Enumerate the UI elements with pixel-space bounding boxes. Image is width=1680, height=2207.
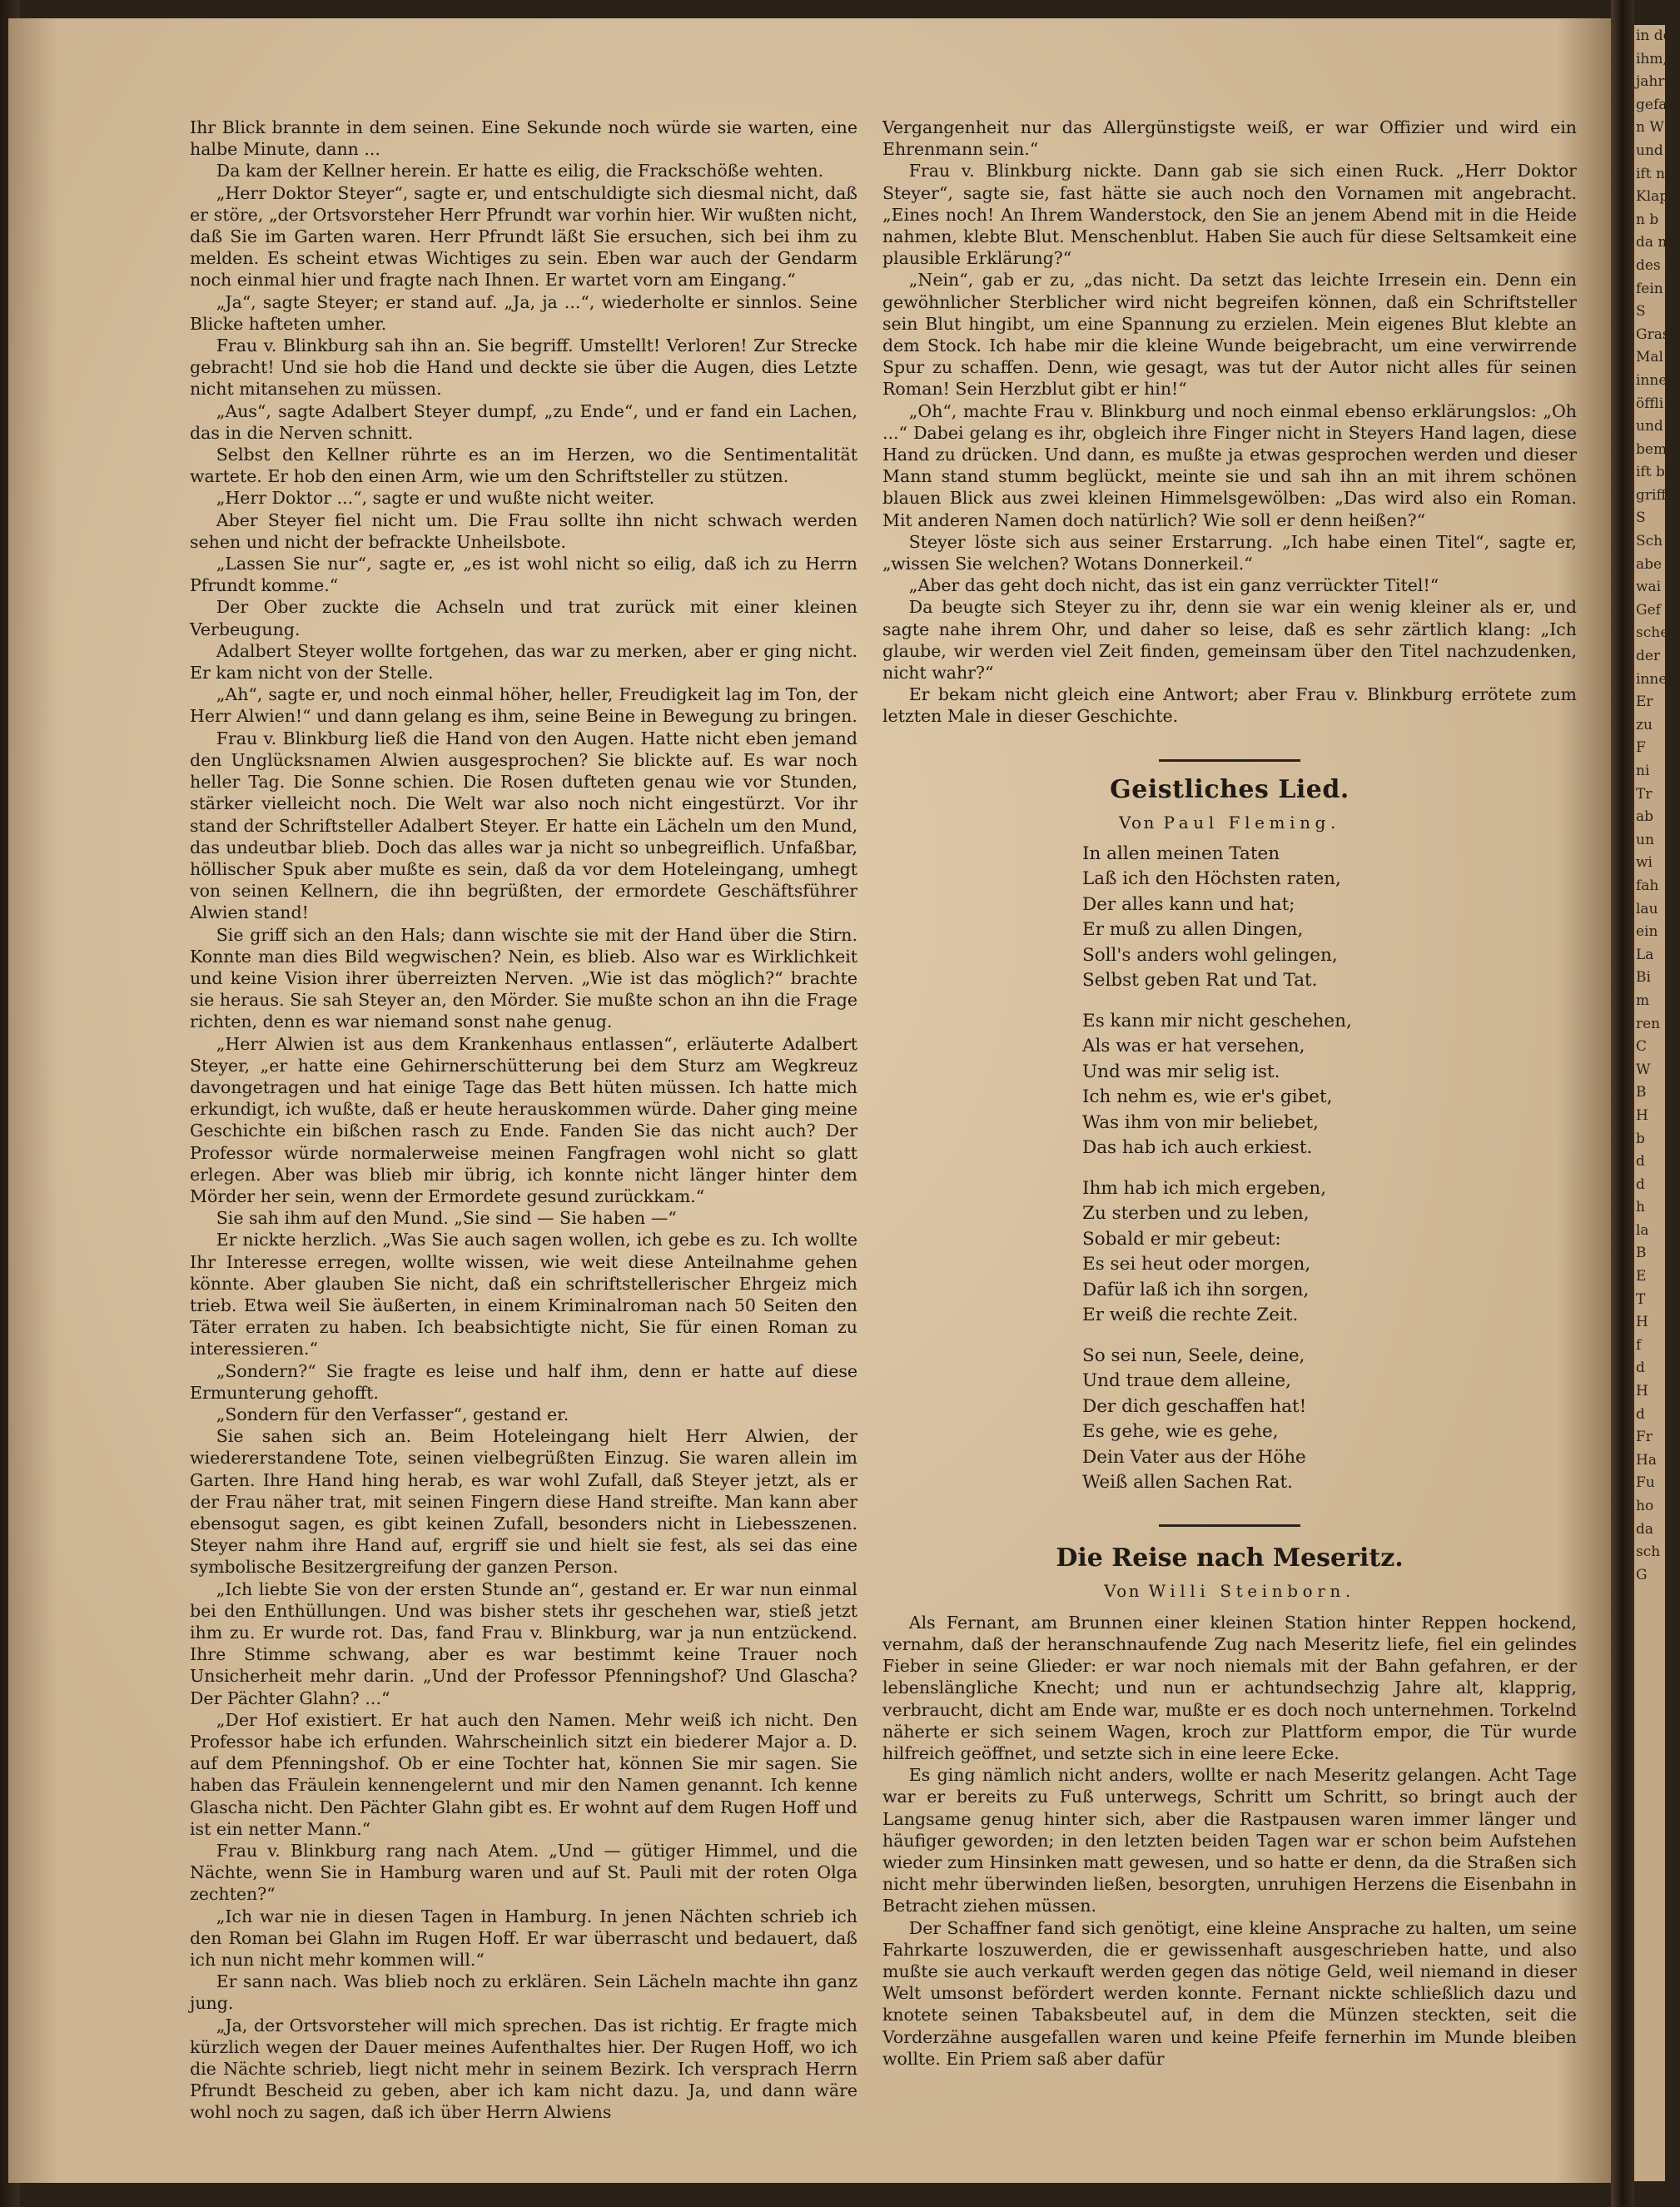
paragraph: „Ich liebte Sie von der ersten Stunde an“, gestand er. Er war nun einmal bei den Enthüllungen. Und was bisher stets ihr geschehen war, stieß jetzt ihm zu. Er wurde rot. Das, fand Frau v. Blinkburg, war ja nun entzückend. Ihre Stimme schwang, aber es war bestimmt keine Trauer noch Unsicherheit mehr darin. „Und der Professor Pfenningshof? Und Glascha? Der Pächter Glahn? ...“ — [190, 1578, 857, 1708]
adjacent-page-fragment: m — [1636, 992, 1650, 1009]
poem-line: Er weiß die rechte Zeit. — [1082, 1305, 1299, 1326]
poem-stanza — [1082, 1344, 1407, 1496]
paragraph: Adalbert Steyer wollte fortgehen, das war zu merken, aber er ging nicht. Er kam nicht von der Stelle. — [190, 640, 857, 683]
paragraph: „Nein“, gab er zu, „das nicht. Da setzt das leichte Irresein ein. Denn ein gewöhnlicher Sterblicher wird nicht begreifen können, daß ein Schriftsteller sein Blut hingibt, um eine Spannung zu erzielen. Mein eigenes Blut klebte an dem Stock. Ich habe mir die kleine Wunde beigebracht, um eine verwirrende Spur zu schaffen. Denn, wie gesagt, was tut der Autor nicht alles für seinen Roman! Sein Herzblut gibt er hin!“ — [882, 270, 1577, 400]
adjacent-page-fragment: H — [1636, 1383, 1648, 1400]
adjacent-page-fragment: b — [1636, 1130, 1645, 1147]
adjacent-page-fragment: sche — [1636, 624, 1669, 642]
paragraph: „Sondern für den Verfasser“, gestand er. — [216, 1404, 569, 1424]
adjacent-page-fragment: griff — [1636, 486, 1667, 504]
paragraph: Vergangenheit nur das Allergünstigste weiß, er war Offizier und wird ein Ehrenmann sein.“ — [882, 117, 1577, 160]
poem-line: Dafür laß ich ihn sorgen, — [1082, 1279, 1310, 1300]
adjacent-page-fragment: Fu — [1636, 1474, 1655, 1492]
paragraph: „Aber das geht doch nicht, das ist ein ganz verrückter Titel!“ — [908, 575, 1439, 596]
poem-line: Ich nehm es, wie er's gibet, — [1082, 1086, 1333, 1108]
adjacent-page-fragment: ihm, — [1636, 50, 1668, 67]
adjacent-page-fragment: H — [1636, 1314, 1648, 1331]
adjacent-page-fragment: F — [1636, 739, 1646, 757]
adjacent-page-fragment: und — [1636, 142, 1663, 159]
paragraph: Ihr Blick brannte in dem seinen. Eine Sekunde noch würde sie warten, eine halbe Minute, dann ... — [190, 117, 857, 160]
paragraph: Er sann nach. Was blieb noch zu erklären. Sein Lächeln machte ihn ganz jung. — [190, 1971, 857, 2014]
paragraph: „Aus“, sagte Adalbert Steyer dumpf, „zu Ende“, und er fand ein Lachen, das in die Nerven schnitt. — [190, 400, 857, 443]
adjacent-page-fragment: T — [1636, 1290, 1646, 1308]
poem-line: Und traue dem alleine, — [1082, 1370, 1291, 1392]
paragraph: Frau v. Blinkburg nickte. Dann gab sie sich einen Ruck. „Herr Doktor Steyer“, sagte sie, fast hätte sie auch noch den Vornamen mit angebracht. „Eines noch! An Ihrem Wanderstock, den Sie an jenem Abend mit in die Heide nahmen, klebte Blut. Menschenblut. Haben Sie auch für diese Seltsamkeit eine plausible Erklärung?“ — [882, 161, 1577, 269]
adjacent-page-fragment: da — [1636, 1520, 1654, 1538]
adjacent-page-fragment: bem — [1636, 440, 1668, 458]
paragraph: „Der Hof existiert. Er hat auch den Namen. Mehr weiß ich nicht. Den Professor habe ich erfunden. Wahrscheinlich sitzt ein biederer Major a. D. auf dem Pfenningshof. Ob er eine Tochter hat, können Sie mir sagen. Sie haben das Fräulein kennengelernt und mir den Namen genannt. Ich kenne Glascha nicht. Den Pächter Glahn gibt es. Er wohnt auf dem Rugen Hoff und ist ein netter Mann.“ — [190, 1709, 857, 1839]
section-divider — [1159, 759, 1300, 762]
adjacent-page-fragment: f — [1636, 1336, 1642, 1354]
adjacent-page-fragment: Klapp — [1636, 188, 1678, 206]
poem-line: Er muß zu allen Dingen, — [1082, 919, 1304, 941]
adjacent-page-fragment: H — [1636, 1106, 1648, 1124]
adjacent-page-fragment: jahr — [1636, 73, 1665, 91]
poem-byline — [882, 810, 1577, 835]
poem-line: Zu sterben und zu leben, — [1082, 1203, 1310, 1225]
adjacent-page-fragment: B — [1636, 1084, 1647, 1101]
paragraph: Er bekam nicht gleich eine Antwort; aber Frau v. Blinkburg errötete zum letzten Male in dieser Geschichte. — [882, 684, 1577, 727]
adjacent-page-fragment: abe — [1636, 555, 1663, 573]
adjacent-page-fragment: La — [1636, 946, 1654, 963]
poem-title: Geistliches Lied. — [1110, 774, 1349, 804]
paragraph: „Oh“, machte Frau v. Blinkburg und noch einmal ebenso erklärungslos: „Oh ...“ Dabei gelang es ihr, obgleich ihre Finger nicht in Steyers Hand lagen, diese Hand zu drücken. Und dann, es mußte ja etwas gesprochen werden und dieser Mann stand stumm beglückt, meinte sie und sah ihn an mit ihrem schönen blauen Blick aus zwei kleinen Himmelsgewölben: „Das wird also ein Roman. Mit anderen Namen doch natürlich? Wie soll er denn heißen?“ — [882, 400, 1577, 530]
adjacent-page-fragment: G — [1636, 1566, 1648, 1583]
adjacent-page-fragment: Gras — [1636, 326, 1670, 343]
poem-line: Laß ich den Höchsten raten, — [1082, 868, 1341, 890]
paragraph: Selbst den Kellner rührte es an im Herzen, wo die Sentimentalität wartete. Er hob den einen Arm, wie um den Schriftsteller zu stützen. — [190, 445, 857, 487]
poem-line: Soll's anders wohl gelingen, — [1082, 944, 1338, 966]
adjacent-page-fragment: h — [1636, 1199, 1645, 1216]
adjacent-page-fragment: ab — [1636, 808, 1654, 826]
story-title: Die Reise nach Meseritz. — [1056, 1543, 1404, 1573]
poem-line: Als was er hat versehen, — [1082, 1036, 1305, 1057]
paragraph: Der Ober zuckte die Achseln und trat zurück mit einer kleinen Verbeugung. — [190, 597, 857, 639]
adjacent-page-fragment: C — [1636, 1038, 1648, 1056]
paragraph: Steyer löste sich aus seiner Erstarrung. „Ich habe einen Titel“, sagte er, „wissen Sie welchen? Wotans Donnerkeil.“ — [882, 531, 1577, 574]
left-column — [190, 117, 857, 2124]
adjacent-page-fragment: öffli — [1636, 395, 1664, 412]
adjacent-page-fragment: Fr — [1636, 1429, 1653, 1446]
adjacent-page-fragment: B — [1636, 1245, 1647, 1262]
paragraph: Der Schaffner fand sich genötigt, eine kleine Ansprache zu halten, um seine Fahrkarte loszuwerden, die er gewissenhaft ausgeschrieben hatte, und also mußte sie auch verkauft werden gegen das nötige Geld, weil niemand in dieser Welt umsonst befördert werden konnte. Fernant nickte schließlich dazu und knotete seinen Tabaksbeutel auf, in dem die Münzen steckten, seit die Vorderzähne ausgefallen waren und keine Pfeife fernerhin im Munde bleiben wollte. Ein Priem saß aber dafür — [882, 1917, 1577, 2069]
adjacent-page-fragment: in de — [1636, 27, 1672, 44]
adjacent-page-fragment: n W — [1636, 119, 1664, 137]
poem-line: In allen meinen Taten — [1082, 843, 1280, 864]
poem-line: Dein Vater aus der Höhe — [1082, 1446, 1306, 1468]
adjacent-page-fragment: d — [1636, 1359, 1645, 1377]
poem-line: Selbst geben Rat und Tat. — [1082, 970, 1318, 992]
adjacent-page-fragment: da m — [1636, 234, 1672, 251]
poem-line: So sei nun, Seele, deine, — [1082, 1345, 1305, 1366]
page-gutter — [1611, 0, 1634, 2207]
adjacent-page-fragment: Bi — [1636, 969, 1651, 987]
adjacent-page-fragment: des W — [1636, 256, 1680, 274]
poem-line: Ihm hab ich mich ergeben, — [1082, 1177, 1327, 1199]
adjacent-page-fragment: S — [1636, 509, 1646, 527]
poem-text — [1082, 842, 1407, 1511]
paragraph: Frau v. Blinkburg sah ihn an. Sie begriff. Umstellt! Verloren! Zur Strecke gebracht! Und sie hob die Hand und deckte sie über die Augen, dies Letzte nicht mitansehen zu müssen. — [190, 336, 857, 400]
paragraph: Frau v. Blinkburg rang nach Atem. „Und — gütiger Himmel, und die Nächte, wenn Sie in Hamburg waren und auf St. Pauli mit der roten Olga zechten?“ — [190, 1841, 857, 1905]
adjacent-page-fragment: un — [1636, 831, 1654, 848]
paragraph: Da beugte sich Steyer zu ihr, denn sie war ein wenig kleiner als er, und sagte nahe ihrem Ohr, und daher so leise, daß es sehr zärtlich klang: „Ich glaube, wir werden viel Zeit finden, gemeinsam über den Titel nachzudenken, nicht wahr?“ — [882, 597, 1577, 683]
adjacent-page-fragment: der — [1636, 648, 1661, 665]
paragraph: „Ich war nie in diesen Tagen in Hamburg. In jenen Nächten schrieb ich den Roman bei Glahn im Rugen Hoff. Er war überrascht und bedauert, daß ich nun nicht mehr kommen will.“ — [190, 1906, 857, 1971]
adjacent-page-fragment: und — [1636, 418, 1663, 435]
paragraph: Sie griff sich an den Hals; dann wischte sie mit der Hand über die Stirn. Konnte man dies Bild wegwischen? Nein, es blieb. Also war es Wirklichkeit und keine Vision ihrer überreizten Nerven. „Wie ist das möglich?“ brachte sie heraus. Sie sah Steyer an, den Mörder. Sie mußte schon an ihn die Frage richten, denn es war niemand sonst nahe genug. — [190, 924, 857, 1032]
paragraph: „Ah“, sagte er, und noch einmal höher, heller, Freudigkeit lag im Ton, der Herr Alwien!“ und dann gelang es ihm, seine Beine in Bewegung zu bringen. — [190, 684, 857, 727]
story-author: Willi Steinborn. — [1148, 1580, 1355, 1601]
paragraph: „Ja“, sagte Steyer; er stand auf. „Ja, ja ...“, wiederholte er sinnlos. Seine Blicke hafteten umher. — [190, 291, 857, 334]
right-column — [882, 117, 1577, 2070]
paragraph: Aber Steyer fiel nicht um. Die Frau sollte ihn nicht schwach werden sehen und nicht der befrackte Unheilsbote. — [190, 509, 857, 552]
adjacent-page-fragment: d — [1636, 1176, 1645, 1193]
paragraph: Als Fernant, am Brunnen einer kleinen Station hinter Reppen hockend, vernahm, daß der heranschnaufende Zug nach Meseritz liefe, fiel ein gelindes Fieber in seine Glieder: er war noch niemals mit der Bahn gefahren, er der lebenslängliche Knecht; und nun er achtundsechzig Jahre alt, klapprig, verbraucht, dicht am Ende war, mußte er es doch noch unternehmen. Torkelnd näherte er sich seinem Wagen, kroch zur Plattform empor, die Tür wurde hilfreich geöffnet, und setzte sich in eine leere Ecke. — [882, 1612, 1577, 1763]
adjacent-page-fragment: ni — [1636, 763, 1650, 779]
poem-line: Der alles kann und hat; — [1082, 893, 1295, 915]
adjacent-page-fragment: Ha — [1636, 1451, 1657, 1469]
adjacent-page-fragment: inne — [1636, 670, 1668, 688]
paragraph: Frau v. Blinkburg ließ die Hand von den Augen. Hatte nicht eben jemand den Unglücksnamen Alwien ausgesprochen? Sie blickte auf. Es war noch heller Tag. Die Sonne schien. Die Rosen dufteten genau wie vor Stunden, stärker vielleicht noch. Die Welt war also noch nicht eingestürzt. Vor ihr stand der Schriftsteller Adalbert Steyer. Er hatte ein Lächeln um den Mund, das undeutbar blieb. Doch das alles war ja nicht so unbegreiflich. Unfaßbar, höllischer Spuk aber mußte es sein, daß da vor dem Hoteleingang, umhegt von seinen Kellnern, die ihn begrüßten, der ermordete Geschäftsführer Alwien stand! — [190, 728, 857, 923]
adjacent-page-fragment: la — [1636, 1221, 1649, 1239]
paragraph: „Sondern?“ Sie fragte es leise und half ihm, denn er hatte auf diese Ermunterung gehofft. — [190, 1360, 857, 1403]
adjacent-page-fragment: fah — [1636, 877, 1659, 894]
poem-section — [882, 759, 1577, 1511]
adjacent-page-fragment: Mal — [1636, 349, 1663, 366]
poem-line: Sobald er mir gebeut: — [1082, 1228, 1281, 1250]
adjacent-page-fragment: wi — [1636, 854, 1653, 872]
adjacent-page-fragment: Er — [1636, 693, 1653, 711]
paragraph: „Ja, der Ortsvorsteher will mich sprechen. Das ist richtig. Er fragte mich kürzlich wegen der Dauer meines Aufenthaltes hier. Der Rugen Hoff, wo ich die Nächte schrieb, liegt nicht mehr in seinem Bezirk. Ich versprach Herrn Pfrundt Bescheid zu geben, aber ich kam nicht dazu. Ja, und dann wäre wohl noch zu sagen, daß ich über Herrn Alwiens — [190, 2015, 857, 2123]
adjacent-page-fragment: W — [1636, 1061, 1651, 1078]
paragraph: Da kam der Kellner herein. Er hatte es eilig, die Frackschöße wehten. — [216, 161, 824, 181]
section-divider — [1159, 1524, 1300, 1527]
adjacent-page-fragment: d — [1636, 1153, 1645, 1171]
adjacent-page-fragment: gefag — [1636, 96, 1677, 113]
poem-stanza — [1082, 842, 1407, 994]
adjacent-page-fragment: Tr — [1636, 785, 1653, 803]
paragraph: Es ging nämlich nicht anders, wollte er nach Meseritz gelangen. Acht Tage war er bereits zu Fuß unterwegs, Schritt um Schritt, so bringt auch der Langsame genug hinter sich, aber die Rastpausen waren immer länger und häufiger geworden; in den letzten beiden Tagen war er schon beim Aufstehen wieder zum Hinsinken matt gewesen, und so hatte er denn, da die Straßen sich nicht mehr überwinden ließen, besorgten, unruhigen Herzens die Eisenbahn in Betracht ziehen müssen. — [882, 1765, 1577, 1916]
paragraph: „Lassen Sie nur“, sagte er, „es ist wohl nicht so eilig, daß ich zu Herrn Pfrundt komme.“ — [190, 554, 857, 596]
adjacent-page-fragment: S — [1636, 303, 1646, 321]
poem-line: Der dich geschaffen hat! — [1082, 1395, 1307, 1417]
adjacent-page-fragment: ift b — [1636, 464, 1665, 481]
right-column-paragraphs — [882, 117, 1577, 728]
paragraph: Sie sah ihm auf den Mund. „Sie sind — Sie haben —“ — [216, 1208, 677, 1229]
poem-line: Und was mir selig ist. — [1082, 1061, 1280, 1082]
story-byline — [882, 1578, 1577, 1603]
adjacent-page-strip — [1634, 25, 1680, 2181]
paragraph: „Herr Doktor Steyer“, sagte er, und entschuldigte sich diesmal nicht, daß er störe, „der Ortsvorsteher Herr Pfrundt war vorhin hier. Wir wußten nicht, daß Sie im Garten waren. Herr Pfrundt läßt Sie ersuchen, sich bei ihm zu melden. Es scheint etwas Wichtiges zu sein. Eben war auch der Gendarm noch einmal hier und fragte nach Ihnen. Er wartet vorn am Eingang.“ — [190, 182, 857, 291]
adjacent-page-fragment: fein — [1636, 280, 1663, 297]
adjacent-page-fragment: ho — [1636, 1498, 1654, 1514]
adjacent-page-fragment: inner — [1636, 371, 1674, 389]
adjacent-page-fragment: Sch — [1636, 533, 1663, 550]
poem-line: Es gehe, wie es gehe, — [1082, 1421, 1279, 1443]
poem-byline-prefix: Von — [1119, 812, 1156, 833]
paragraph: „Herr Alwien ist aus dem Krankenhaus entlassen“, erläuterte Adalbert Steyer, „er hatte eine Gehirnerschütterung bei dem Sturz am Wegkreuz davongetragen und hat einige Tage das Bett hüten müssen. Ich hatte mich erkundigt, ich wußte, daß er heute herauskommen würde. Daher ging meine Geschichte ein bißchen rasch zu Ende. Fanden Sie das nicht auch? Der Professor würde normalerweise meinen Fangfragen wohl nicht so glatt erlegen. Aber was blieb mir übrig, ich konnte nicht länger hinter dem Mörder her sein, wenn der Ermordete gesund zurückkam.“ — [190, 1033, 857, 1206]
poem-line: Das hab ich auch erkiest. — [1082, 1137, 1313, 1159]
adjacent-page-fragment: sch — [1636, 1543, 1661, 1561]
adjacent-page-fragment: ren — [1636, 1015, 1661, 1032]
adjacent-page-fragment: Gef — [1636, 601, 1661, 619]
poem-line: Es kann mir nicht geschehen, — [1082, 1010, 1352, 1031]
adjacent-page-fragment: n b — [1636, 211, 1659, 228]
adjacent-page-fragment: E — [1636, 1268, 1647, 1285]
story-byline-prefix: Von — [1104, 1580, 1141, 1601]
paragraph: Er nickte herzlich. „Was Sie auch sagen wollen, ich gebe es zu. Ich wollte Ihr Interesse erregen, wollte wissen, wie weit diese Anteilnahme gehen könnte. Aber glauben Sie nicht, daß ein schriftstellerischer Ehrgeiz mich trieb. Etwa weil Sie äußerten, in einem Kriminalroman nach 50 Seiten den Täter erraten zu haben. Ich beabsichtigte nicht, Sie für einen Roman zu interessieren.“ — [190, 1230, 857, 1359]
poem-stanza — [1082, 1009, 1407, 1161]
poem-line: Es sei heut oder morgen, — [1082, 1254, 1311, 1275]
poem-author: Paul Fleming. — [1163, 812, 1340, 833]
story-paragraphs — [882, 1612, 1577, 2070]
paragraph: „Herr Doktor ...“, sagte er und wußte nicht weiter. — [216, 488, 655, 509]
adjacent-page-fragment: ift ni — [1636, 165, 1670, 182]
poem-line: Was ihm von mir beliebet, — [1082, 1111, 1319, 1133]
paragraph: Sie sahen sich an. Beim Hoteleingang hielt Herr Alwien, der wiedererstandene Tote, seinen vielbegrüßten Einzug. Sie waren allein im Garten. Ihre Hand hing herab, es war wohl Zufall, daß Steyer jetzt, als er der Frau näher trat, mit seinen Fingern diese Hand streifte. Man kann aber ebensogut sagen, es gibt keinen Zufall, besonders nicht in Liebesszenen. Steyer nahm ihre Hand auf, ergriff sie und hielt sie fest, als sei das eine symbolische Besitzergreifung der ganzen Person. — [190, 1426, 857, 1578]
poem-stanza — [1082, 1176, 1407, 1329]
adjacent-page-fragment: lau — [1636, 900, 1658, 917]
story-section — [882, 1524, 1577, 2070]
adjacent-page-fragment: wai — [1636, 579, 1662, 596]
adjacent-page-fragment: zu — [1636, 716, 1653, 733]
poem-line: Weiß allen Sachen Rat. — [1082, 1472, 1293, 1494]
adjacent-page-fragment: d — [1636, 1405, 1645, 1423]
adjacent-page-fragment: ein — [1636, 923, 1658, 941]
